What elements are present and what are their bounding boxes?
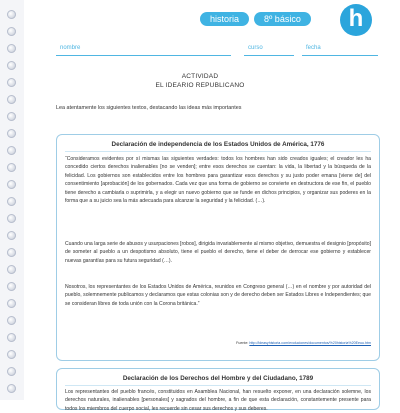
binder-ring bbox=[7, 316, 16, 325]
binder-ring bbox=[7, 44, 16, 53]
document-title-2: Declaración de los Derechos del Hombre y del Ciudadano, 1789 bbox=[57, 375, 379, 382]
binder-ring bbox=[7, 112, 16, 121]
binder-ring bbox=[7, 299, 16, 308]
source-link[interactable]: http://ideasyhistoria.com/evoluciones/documentos/%20historia%20Eeuu.htm bbox=[249, 341, 371, 345]
activity-title: EL IDEARIO REPUBLICANO bbox=[155, 82, 245, 89]
header-bar bbox=[200, 12, 311, 26]
document-paragraph: Nosotros, los representantes de los Estados Unidos de América, reunidos en Congreso general (…) en el nombre y por autoridad del pueblo, solemnemente publicamos y declaramos que estas colonias son y de derecho deben ser Estados Libres e Independientes; que se consideran libres de toda unión con la Corona británica.” bbox=[65, 284, 371, 307]
binder-ring bbox=[7, 129, 16, 138]
document-paragraph: Cuando una larga serie de abusos y usurpaciones [robos], dirigida invariablemente al mismo objetivo, demuestra el designio [propósito] de someter al pueblo a un despotismo absoluto, tiene el pueblo el derecho, tiene el deber de derrocar ese gobierno y establecer nuevas garantías para su futura seguridad (…). bbox=[65, 241, 371, 264]
document-box-1 bbox=[56, 134, 380, 361]
binder-ring bbox=[7, 367, 16, 376]
subject-badge: historia bbox=[200, 12, 249, 26]
logo: h bbox=[340, 4, 372, 36]
grade-badge: 8º básico bbox=[254, 12, 311, 26]
binder-ring bbox=[7, 27, 16, 36]
document-box-2 bbox=[56, 368, 380, 410]
document-paragraph: “Consideramos evidentes por sí mismas las siguientes verdades: todos los hombres han sido creados iguales; el creador les ha concedido ciertos derechos inalienables [no se venden]; entre esos derechos se cuentan: la vida, la libertad y la búsqueda de la felicidad. Los gobiernos son establecidos entre los hombres para garantizar esos derechos y su justo poder emana [viene de] del consentimiento [aprobación] de los gobernados. Cada vez que una forma de gobierno se convierte en destructora de ese fin, el pueblo tiene derecho a cambiarla o suprimirla, y a elegir un nuevo gobierno que se funde en dichos principios, y organizar sus poderes en la forma que a su juicio sea la más adecuada para alcanzar la seguridad y la felicidad. (…). bbox=[65, 156, 371, 205]
binder-ring bbox=[7, 231, 16, 240]
binder-ring bbox=[7, 265, 16, 274]
name-field[interactable] bbox=[56, 44, 231, 56]
source-label: Fuente: bbox=[236, 341, 249, 345]
binder-ring bbox=[7, 350, 16, 359]
binder-ring bbox=[7, 10, 16, 19]
document-title-1: Declaración de independencia de los Estados Unidos de América, 1776 bbox=[57, 141, 379, 148]
document-paragraph: Los representantes del pueblo francés, constituidos en Asamblea Nacional, han resuelto exponer, en una declaración solemne, los derechos naturales, inalienables [personales] y sagrados del hombre, a fin de que esta declaración, constantemente presente para todos los miembros del cuerpo social, les recuerde sin cesar sus derechos y sus deberes. bbox=[65, 389, 371, 412]
activity-label: ACTIVIDAD bbox=[181, 73, 219, 80]
course-field[interactable] bbox=[244, 44, 294, 56]
binder-ring bbox=[7, 248, 16, 257]
document-source bbox=[236, 341, 371, 345]
binder-ring bbox=[7, 146, 16, 155]
binder-ring bbox=[7, 282, 16, 291]
binder-ring bbox=[7, 180, 16, 189]
binder-strip bbox=[0, 0, 24, 400]
binder-ring bbox=[7, 95, 16, 104]
binder-ring bbox=[7, 163, 16, 172]
instruction-text: Lea atentamente los siguientes textos, destacando las ideas más importantes bbox=[56, 105, 242, 111]
date-field[interactable] bbox=[302, 44, 378, 56]
date-label: fecha bbox=[306, 45, 321, 51]
course-label: curso bbox=[248, 45, 263, 51]
binder-ring bbox=[7, 214, 16, 223]
binder-ring bbox=[7, 384, 16, 393]
binder-ring bbox=[7, 333, 16, 342]
binder-ring bbox=[7, 197, 16, 206]
binder-ring bbox=[7, 61, 16, 70]
name-label: nombre bbox=[60, 45, 81, 51]
